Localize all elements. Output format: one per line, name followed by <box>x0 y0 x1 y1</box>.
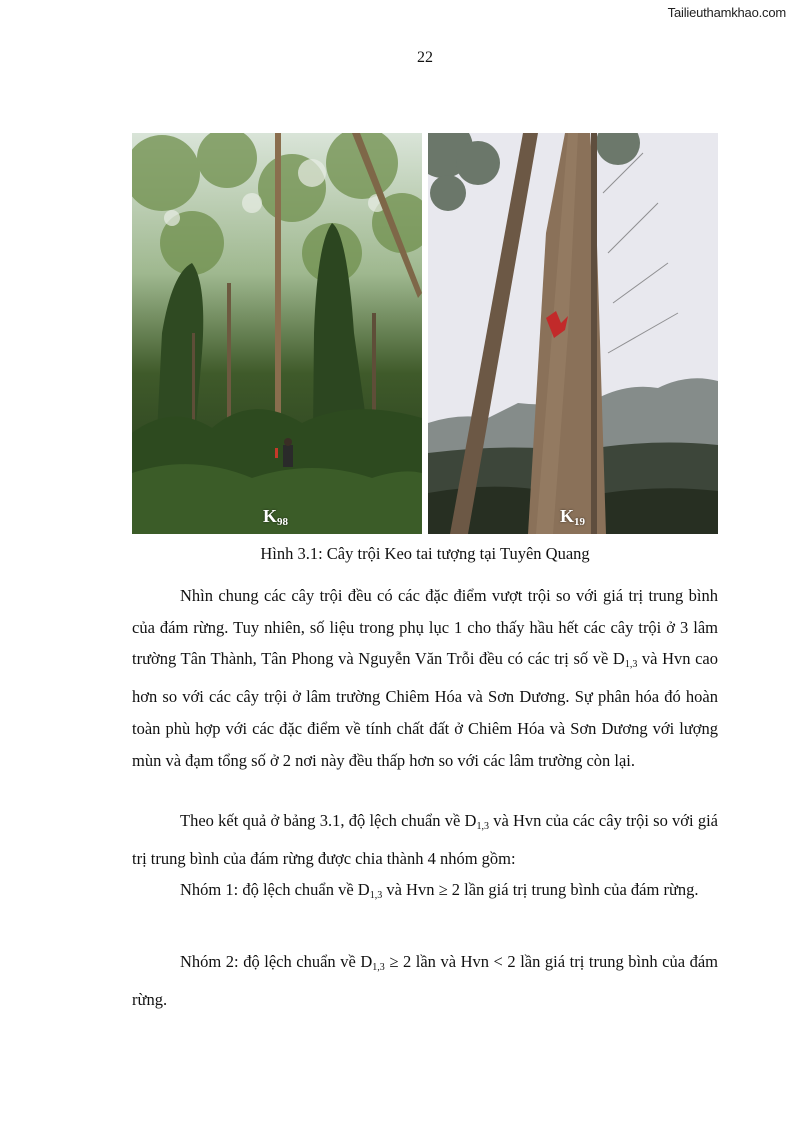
paragraph-3 <box>132 874 718 912</box>
photo-label-k98: $K_{98}$ <box>263 506 289 528</box>
subscript: 1,3 <box>624 659 638 671</box>
paragraph-1-text-a: Nhìn chung các cây trội đều có các đặc điểm vượt trội so với giá trị trung bình của đám rừng. Tuy nhiên, số liệu trong phụ lục 1 cho thấy hầu hết các cây trội ở 3 lâm trường Tân Thành, Tân Phong và Nguyễn Văn Trỗi đều có các trị số về D <box>132 586 718 669</box>
paragraph-3-text-a: Nhóm 1: độ lệch chuẩn về D <box>180 880 370 899</box>
forest-photo-icon <box>132 133 422 534</box>
photo-label-k19: $K_{19}$ <box>560 506 586 528</box>
figure-caption: Hình 3.1: Cây trội Keo tai tượng tại Tuyên Quang <box>260 544 590 563</box>
subscript: 1,3 <box>372 962 385 973</box>
paragraph-2-text-b: và Hvn của các cây trội so với giá trị trung bình của đám rừng được chia thành 4 nhóm gồm: <box>132 811 718 868</box>
paragraph-4 <box>132 946 718 1015</box>
subscript: 1,3 <box>369 890 383 901</box>
paragraph-4-text-a: Nhóm 2: độ lệch chuẩn về D <box>180 952 373 971</box>
tree-trunk-photo-icon <box>428 133 718 534</box>
paragraph-2-text-a: Theo kết quả ở bảng 3.1, độ lệch chuẩn về D <box>180 811 477 830</box>
figure-photo-k98 <box>132 133 422 534</box>
paragraph-4-text-b: ≥ 2 lần và Hvn < 2 lần giá trị trung bình của đám rừng. <box>132 952 718 1009</box>
paragraph-3-text-b: và Hvn ≥ 2 lần giá trị trung bình của đám rừng. <box>382 880 699 899</box>
watermark: Tailieuthamkhao.com <box>667 5 786 20</box>
figure-photo-k19 <box>428 133 718 534</box>
page-number: 22 <box>417 49 433 66</box>
paragraph-2 <box>132 805 718 874</box>
paragraph-1-text-b: và Hvn cao hơn so với các cây trội ở lâm trường Chiêm Hóa và Sơn Dương. Sự phân hóa đó hoàn toàn phù hợp với các đặc điểm về tính chất đất ở Chiêm Hóa và Sơn Dương với lượng mùn và đạm tổng số ở 2 nơi này đều thấp hơn so với các lâm trường còn lại. <box>132 649 718 770</box>
paragraph-1 <box>132 580 718 776</box>
subscript: 1,3 <box>476 821 489 832</box>
